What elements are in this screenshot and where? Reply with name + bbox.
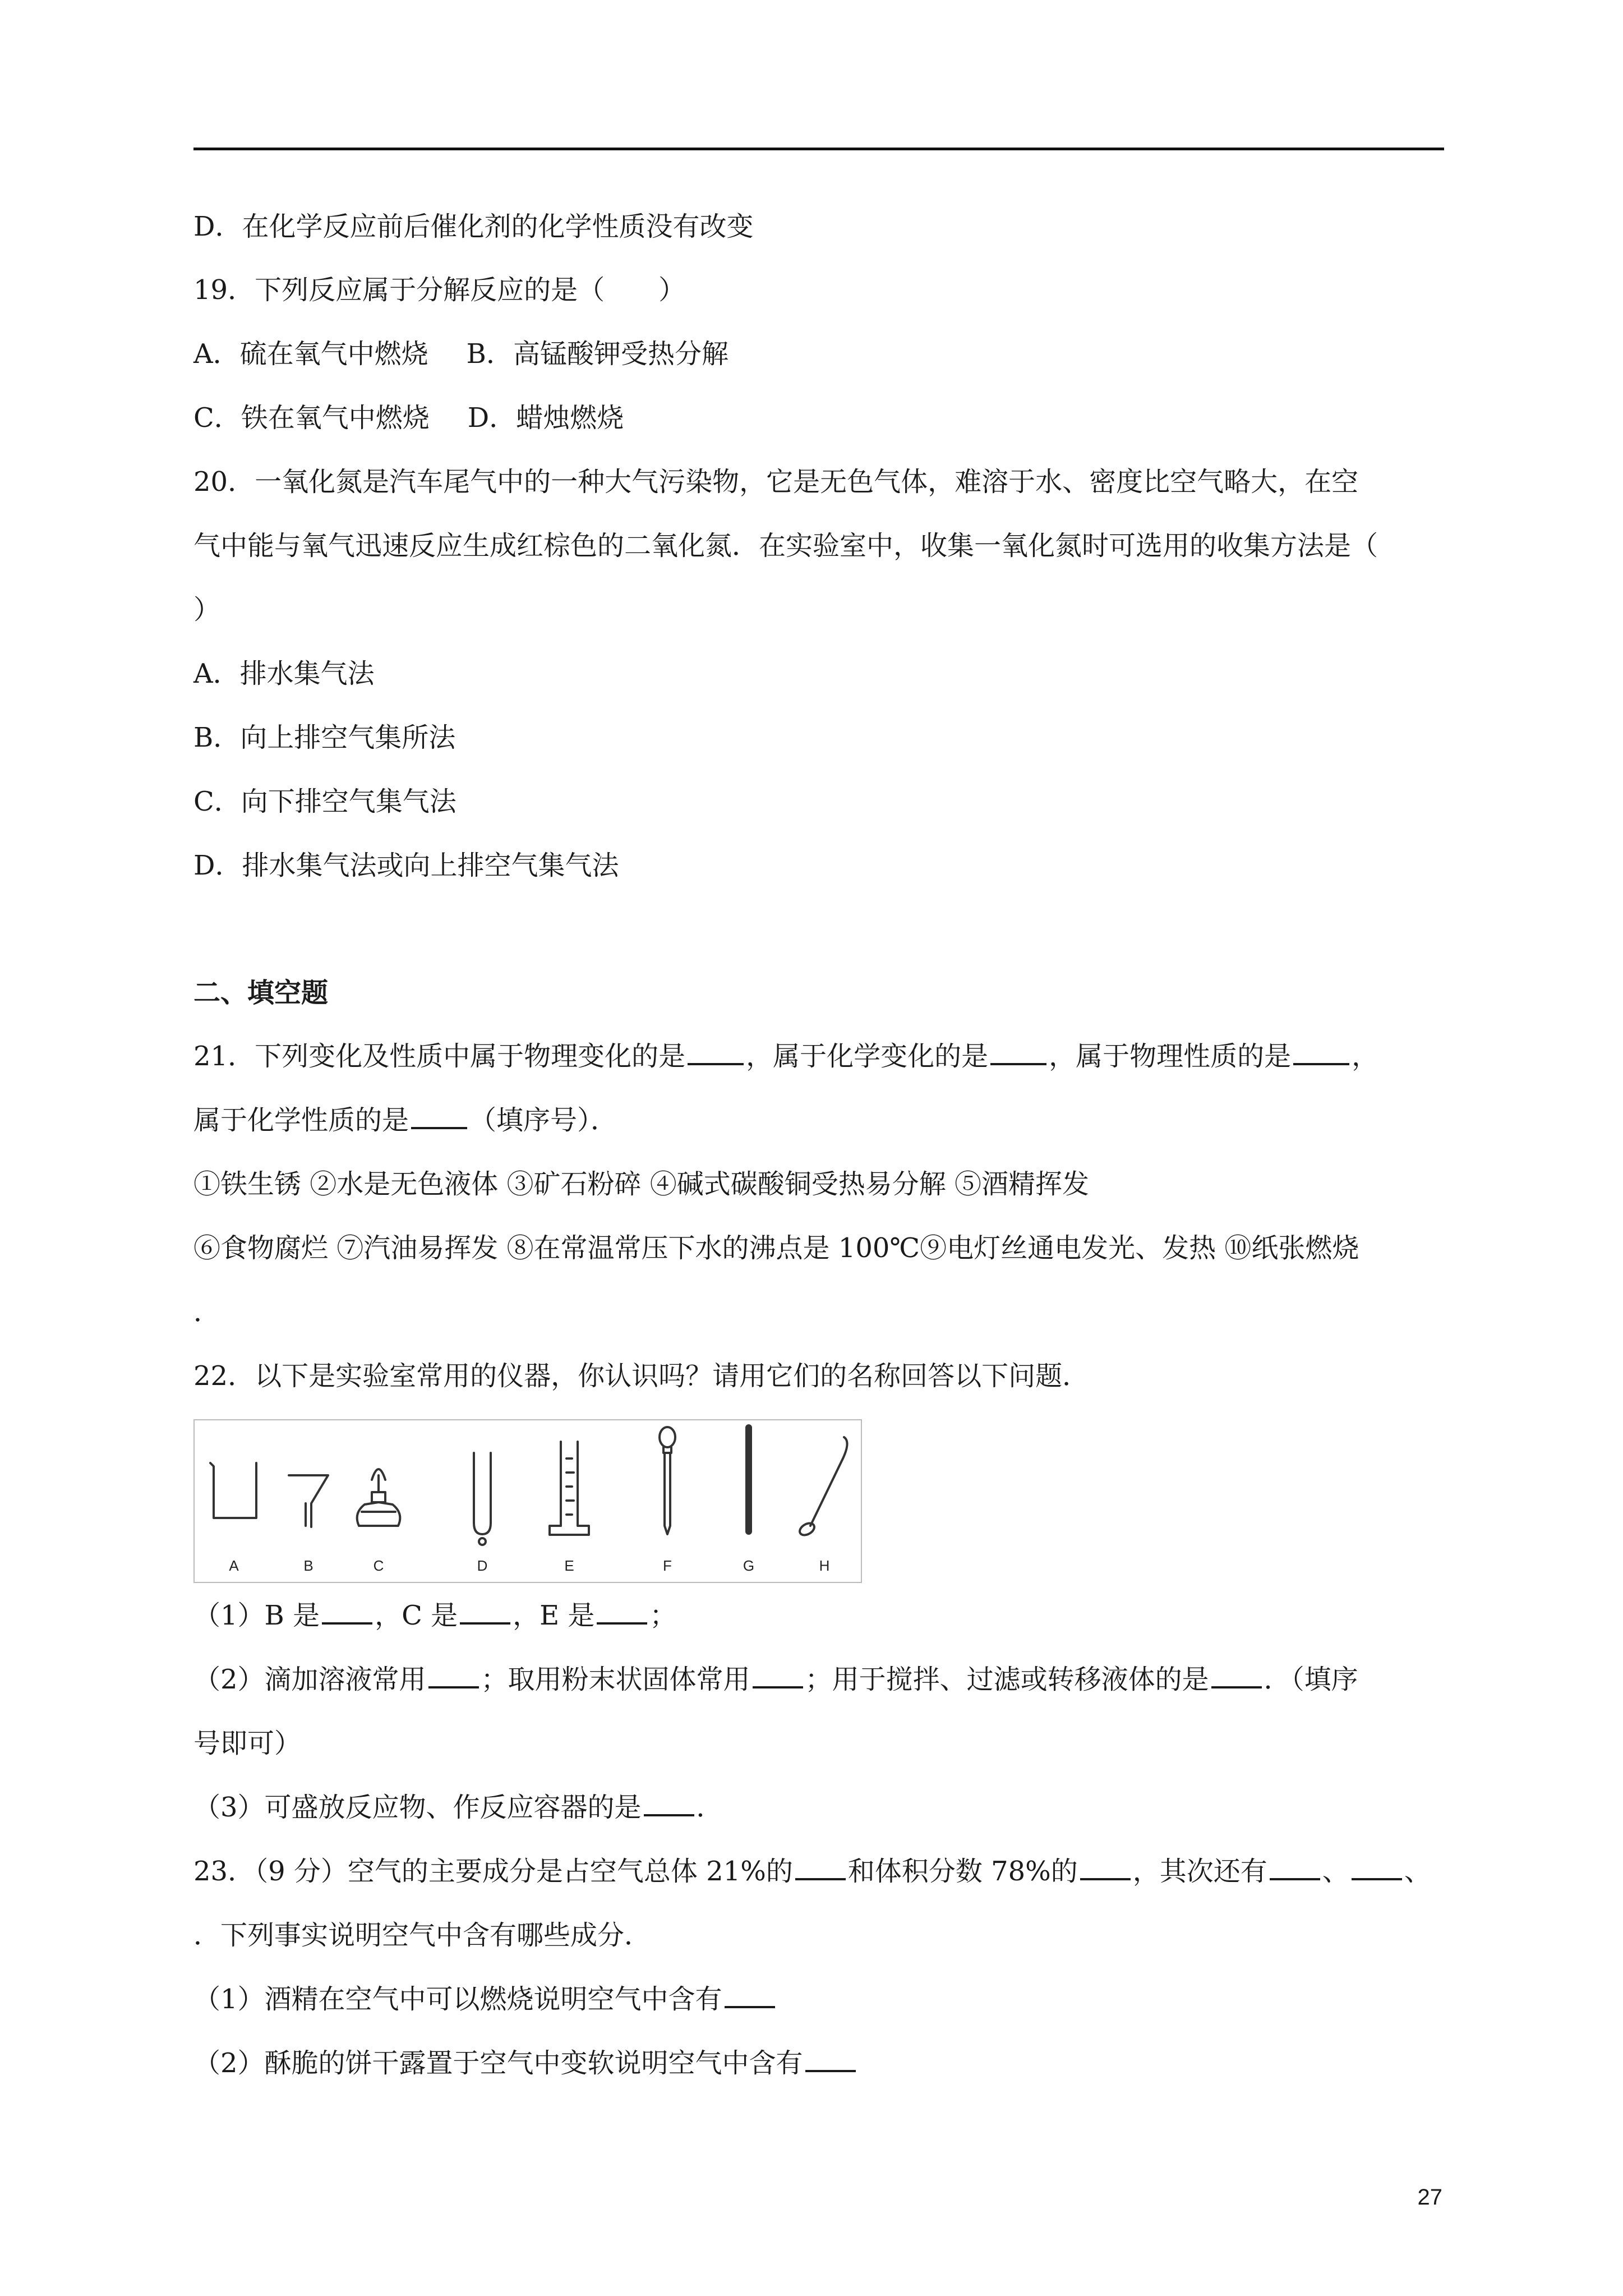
q20-stem-line3: ）: [193, 594, 221, 625]
q22-sub2: [193, 1663, 1358, 1696]
figure-label-d: D: [477, 1557, 488, 1574]
q21-text-1: 21．下列变化及性质中属于物理变化的是: [193, 1041, 686, 1072]
q22-sub2-cont: 号即可）: [193, 1728, 302, 1759]
beaker-icon: [210, 1463, 256, 1518]
q23-sub2: [193, 2046, 858, 2080]
q23-stem-line1: [193, 1855, 1431, 1888]
figure-label-f: F: [663, 1557, 672, 1574]
q21-items-line2: ⑥食物腐烂 ⑦汽油易挥发 ⑧在常温常压下水的沸点是 100℃⑨电灯丝通电发光、发热 ⑩纸张燃烧: [193, 1232, 1359, 1264]
funnel-icon: [289, 1475, 328, 1527]
q22-s2-text-a: （2）滴加溶液常用: [193, 1664, 426, 1695]
q19-option-c: C．铁在氧气中燃烧: [193, 402, 430, 434]
q23-text-3: ，其次还有: [1132, 1856, 1267, 1887]
q19-option-d: D．蜡烛燃烧: [467, 402, 624, 434]
page-number: 27: [1417, 2185, 1442, 2210]
q22-s2-text-c: ；用于搅拌、过滤或转移液体的是: [805, 1664, 1209, 1695]
q22-s1-text-b: ，C 是: [375, 1600, 458, 1631]
q21-blank-2[interactable]: [990, 1063, 1046, 1065]
q21-stem-line2: [193, 1103, 617, 1137]
q23-blank-4[interactable]: [1352, 1878, 1402, 1880]
q23-text-1: 23．（9 分）空气的主要成分是占空气总体 21%的: [193, 1856, 793, 1887]
q21-text-4: ，: [1352, 1041, 1379, 1072]
figure-label-a: A: [229, 1557, 239, 1574]
figure-label-h: H: [819, 1557, 830, 1574]
q22-s3-blank-1[interactable]: [644, 1814, 694, 1816]
q23-text-2: 和体积分数 78%的: [847, 1856, 1078, 1887]
q20-option-c: C．向下排空气集气法: [193, 786, 457, 817]
q23-blank-2[interactable]: [1080, 1878, 1131, 1880]
q23-s2-blank[interactable]: [805, 2070, 856, 2072]
q23-s1-blank[interactable]: [725, 2006, 775, 2008]
figure-label-e: E: [564, 1557, 574, 1574]
q22-s2-blank-2[interactable]: [753, 1686, 803, 1688]
q21-text-6: （填序号）．: [469, 1105, 618, 1136]
q23-s1-text: （1）酒精在空气中可以燃烧说明空气中含有: [193, 1984, 722, 2015]
q22-s3-text-b: ．: [696, 1792, 723, 1823]
q23-s2-text: （2）酥脆的饼干露置于空气中变软说明空气中含有: [193, 2047, 803, 2079]
alcohol-lamp-icon: [357, 1469, 400, 1526]
q22-s2-blank-1[interactable]: [428, 1686, 479, 1688]
q22-s2-blank-3[interactable]: [1211, 1686, 1262, 1688]
q20-stem-line2: 气中能与氧气迅速反应生成红棕色的二氧化氮．在实验室中，收集一氧化氮时可选用的收集方法是（: [193, 530, 1378, 562]
q22-s1-text-c: ，E 是: [513, 1600, 595, 1631]
q20-option-b: B．向上排空气集所法: [193, 722, 456, 753]
q21-text-3: ，属于物理性质的是: [1049, 1041, 1292, 1072]
q22-s1-blank-3[interactable]: [597, 1622, 647, 1625]
figure-label-c: C: [373, 1557, 384, 1574]
instruments-svg: [193, 1419, 862, 1583]
q21-blank-3[interactable]: [1293, 1063, 1349, 1065]
dropper-icon: [660, 1427, 675, 1534]
q22-s2-text-b: ；取用粉末状固体常用: [481, 1664, 750, 1695]
figure-label-g: G: [743, 1557, 755, 1574]
q21-stem-line1: [193, 1039, 1378, 1073]
q21-items-line1: ①铁生锈 ②水是无色液体 ③矿石粉碎 ④碱式碳酸铜受热易分解 ⑤酒精挥发: [193, 1168, 1090, 1200]
q22-s1-blank-2[interactable]: [460, 1622, 510, 1625]
lab-instruments-figure: [193, 1419, 862, 1583]
section-title-fill-in: 二、填空题: [193, 977, 329, 1009]
q23-text-5: 、: [1404, 1856, 1431, 1887]
q21-blank-1[interactable]: [688, 1063, 744, 1065]
q21-items-line3: ．: [193, 1296, 221, 1328]
q22-sub3: [193, 1791, 723, 1824]
q21-blank-4[interactable]: [411, 1127, 467, 1129]
q22-s2-text-d: ．（填序: [1264, 1664, 1358, 1695]
q22-s3-text-a: （3）可盛放反应物、作反应容器的是: [193, 1792, 642, 1823]
q22-s1-text-d: ；: [649, 1600, 677, 1631]
q22-sub1: [193, 1599, 676, 1632]
q23-sub1: [193, 1982, 777, 2016]
q21-text-2: ，属于化学变化的是: [746, 1041, 989, 1072]
q20-option-d: D．排水集气法或向上排空气集气法: [193, 850, 619, 881]
figure-label-b: B: [303, 1557, 313, 1574]
q19-options-cd: [193, 401, 624, 435]
test-tube-icon: [474, 1453, 491, 1534]
q23-stem-line2: ．下列事实说明空气中含有哪些成分．: [193, 1920, 652, 1951]
q20-stem-line1: 20．一氧化氮是汽车尾气中的一种大气污染物，它是无色气体，难溶于水、密度比空气略大，在空: [193, 466, 1359, 498]
q23-text-4: 、: [1322, 1856, 1349, 1887]
q22-stem: 22．以下是实验室常用的仪器，你认识吗？请用它们的名称回答以下问题．: [193, 1360, 1090, 1392]
q22-s1-text-a: （1）B 是: [193, 1600, 320, 1631]
q18-option-d: D．在化学反应前后催化剂的化学性质没有改变: [193, 211, 754, 242]
q22-s1-blank-1[interactable]: [322, 1622, 372, 1625]
graduated-cylinder-icon: [550, 1442, 589, 1535]
q21-text-5: 属于化学性质的是: [193, 1105, 409, 1136]
q20-option-a: A．排水集气法: [193, 658, 375, 689]
header-rule: [193, 148, 1444, 150]
q19-stem: 19．下列反应属于分解反应的是（ ）: [193, 274, 686, 306]
q23-blank-3[interactable]: [1270, 1878, 1320, 1880]
q19-option-b: B．高锰酸钾受热分解: [466, 338, 728, 370]
q19-options-ab: [193, 337, 728, 371]
q19-option-a: A．硫在氧气中燃烧: [193, 338, 428, 370]
spatula-icon: [797, 1437, 847, 1538]
q23-blank-1[interactable]: [795, 1878, 846, 1880]
